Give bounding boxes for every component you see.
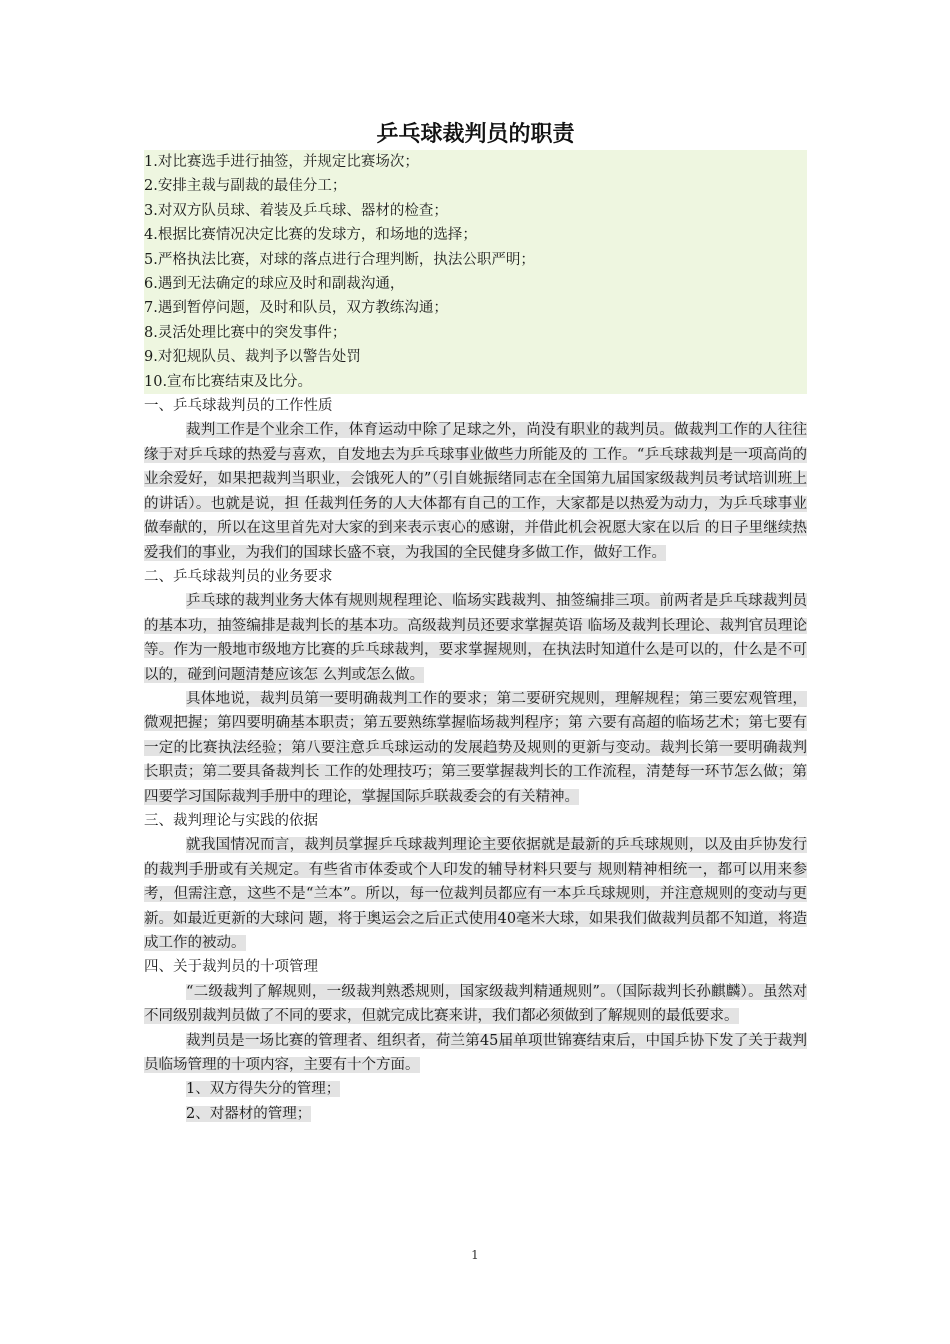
section-paragraph	[144, 833, 807, 955]
section-paragraph	[144, 687, 807, 809]
section-heading: 一、乒乓球裁判员的工作性质	[144, 398, 333, 415]
duties-list	[144, 150, 807, 394]
section-paragraph	[144, 1077, 807, 1101]
duty-item: 4.根据比赛情况决定比赛的发球方，和场地的选择；	[144, 227, 477, 244]
section-heading: 二、乒乓球裁判员的业务要求	[144, 568, 333, 585]
paragraph-text: 1、双方得失分的管理；	[186, 1081, 341, 1098]
duty-item: 5.严格执法比赛，对球的落点进行合理判断，执法公职严明；	[144, 251, 535, 268]
duty-item: 6.遇到无法确定的球应及时和副裁沟通，	[144, 276, 405, 293]
section-paragraph	[144, 589, 807, 687]
duty-item: 9.对犯规队员、裁判予以警告处罚	[144, 349, 361, 366]
paragraph-text: 就我国情况而言，裁判员掌握乒乓球裁判理论主要依据就是最新的乒乓球规则，以及由乒协发行的裁判手册或有关规定。有些省市体委或个人印发的辅导材料只要与 规则精神相统一，都可以用来参考，但需注意，这些不是“兰本”。所以，每一位裁判员都应有一本乒乓球规则，并注意规则的变动与更新。如最近更新的大球问 题，将于奥运会之后正式使用40毫米大球，如果我们做裁判员都不知道，将造成工作的被动。	[144, 837, 807, 951]
section-heading: 三、裁判理论与实践的依据	[144, 812, 318, 829]
section-paragraph	[144, 1029, 807, 1078]
duty-item: 7.遇到暂停问题，及时和队员，双方教练沟通；	[144, 300, 448, 317]
paragraph-text: “二级裁判了解规则，一级裁判熟悉规则，国家级裁判精通规则”。（国际裁判长孙麒麟）。虽然对不同级别裁判员做了不同的要求，但就完成比赛来讲，我们都必须做到了解规则的最低要求。	[144, 983, 807, 1025]
duty-item: 2.安排主裁与副裁的最佳分工；	[144, 178, 347, 195]
section-paragraph	[144, 980, 807, 1029]
paragraph-text: 乒乓球的裁判业务大体有规则规程理论、临场实践裁判、抽签编排三项。前两者是乒乓球裁判员的基本功，抽签编排是裁判长的基本功。高级裁判员还要求掌握英语 临场及裁判长理论、裁判官员理论等。作为一般地市级地方比赛的乒乓球裁判，要求掌握规则，在执法时知道什么是可以的，什么是不可以的，碰到问题清楚应该怎 么判或怎么做。	[144, 593, 807, 683]
duty-item: 3.对双方队员球、着装及乒乓球、器材的检查；	[144, 202, 448, 219]
section-heading: 四、关于裁判员的十项管理	[144, 959, 318, 976]
duty-item: 1.对比赛选手进行抽签，并规定比赛场次；	[144, 154, 419, 170]
paragraph-text: 具体地说，裁判员第一要明确裁判工作的要求；第二要研究规则，理解规程；第三要宏观管理，微观把握；第四要明确基本职责；第五要熟练掌握临场裁判程序；第 六要有高超的临场艺术；第七要有一定的比赛执法经验；第八要注意乒乓球运动的发展趋势及规则的更新与变动。裁判长第一要明确裁判长职责；第二要具备裁判长 工作的处理技巧；第三要掌握裁判长的工作流程，清楚每一环节怎么做；第四要学习国际裁判手册中的理论，掌握国际乒联裁委会的有关精神。	[144, 690, 807, 805]
document-page	[144, 120, 807, 1126]
paragraph-text: 裁判工作是个业余工作，体育运动中除了足球之外，尚没有职业的裁判员。做裁判工作的人往往缘于对乒乓球的热爱与喜欢，自发地去为乒乓球事业做些力所能及的 工作。“乒乓球裁判是一项高尚的业余爱好，如果把裁判当职业，会饿死人的”（引自姚振绪同志在全国第九届国家级裁判员考试培训班上的讲话）。也就是说，担 任裁判任务的人大体都有自己的工作，大家都是以热爱为动力，为乒乓球事业做奉献的，所以在这里首先对大家的到来表示衷心的感谢，并借此机会祝愿大家在以后 的日子里继续热爱我们的事业，为我们的国球长盛不衰，为我国的全民健身多做工作，做好工作。	[144, 422, 807, 561]
document-title: 乒乓球裁判员的职责	[376, 122, 575, 147]
page-number: 1	[471, 1248, 479, 1262]
paragraph-text: 2、对器材的管理；	[186, 1105, 312, 1122]
duty-item: 8.灵活处理比赛中的突发事件；	[144, 324, 347, 341]
section-paragraph	[144, 1102, 807, 1126]
paragraph-text: 裁判员是一场比赛的管理者、组织者，荷兰第45届单项世锦赛结束后，中国乒协下发了关于裁判员临场管理的十项内容，主要有十个方面。	[144, 1032, 807, 1074]
duty-item: 10.宣布比赛结束及比分。	[144, 373, 313, 390]
section-paragraph	[144, 418, 807, 564]
